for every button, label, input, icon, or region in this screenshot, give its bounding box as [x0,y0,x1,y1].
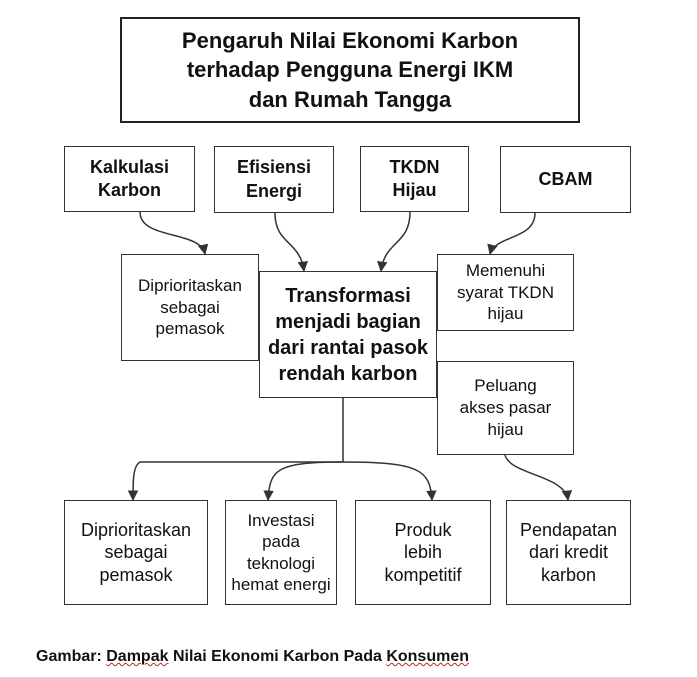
bottom-box-carbon-credit-income [506,500,631,605]
right-box-tkdn-requirement [437,254,574,331]
arrow-center-to-bottom-3 [343,462,432,500]
top-box-efisiensi-energi [214,146,334,213]
arrow-right-to-bottom-4 [505,455,568,500]
arrow-cbam-to-right [490,213,535,254]
top-box-label: CBAM [538,168,593,189]
caption-word-konsumen: Konsumen [386,648,469,665]
top-box-label: TKDN Hijau [389,156,440,200]
figure-caption [36,648,469,666]
diagram-title: Pengaruh Nilai Ekonomi Karbon terhadap Pengguna Energi IKM dan Rumah Tangga [181,28,519,112]
left-box-prioritized-supplier [121,254,259,361]
arrow-center-to-bottom-1 [133,398,343,500]
arrow-kalkulasi-to-left [140,212,205,254]
arrow-center-to-bottom-2 [268,462,343,500]
caption-middle: Nilai Ekonomi Karbon Pada [168,648,387,665]
bottom-box-label: Investasi pada teknologi hemat energi [231,511,331,594]
bottom-box-label: Produk lebih kompetitif [384,519,462,585]
left-box-label: Diprioritaskan sebagai pemasok [138,275,242,339]
arrow-tkdn-to-center [381,212,410,271]
arrow-efisiensi-to-center [275,213,304,271]
right-box-green-market [437,361,574,455]
bottom-box-label: Pendapatan dari kredit karbon [519,519,618,585]
bottom-box-prioritized-supplier [64,500,208,605]
top-box-label: Efisiensi Energi [236,157,312,201]
top-box-cbam [500,146,631,213]
diagram-title-box [120,17,580,123]
top-box-tkdn-hijau [360,146,469,212]
bottom-box-label: Diprioritaskan sebagai pemasok [80,519,192,585]
bottom-box-energy-tech-investment [225,500,337,605]
right-top-box-label: Memenuhi syarat TKDN hijau [457,260,554,324]
top-box-label: Kalkulasi Karbon [89,156,170,200]
top-box-kalkulasi-karbon [64,146,195,212]
caption-word-dampak: Dampak [106,648,169,665]
center-box-label: Transformasi menjadi bagian dari rantai pasok rendah karbon [267,284,429,385]
bottom-box-competitive-product [355,500,491,605]
center-box-transformation [259,271,437,398]
caption-prefix: Gambar: [36,648,107,665]
right-bottom-box-label: Peluang akses pasar hijau [459,376,552,439]
